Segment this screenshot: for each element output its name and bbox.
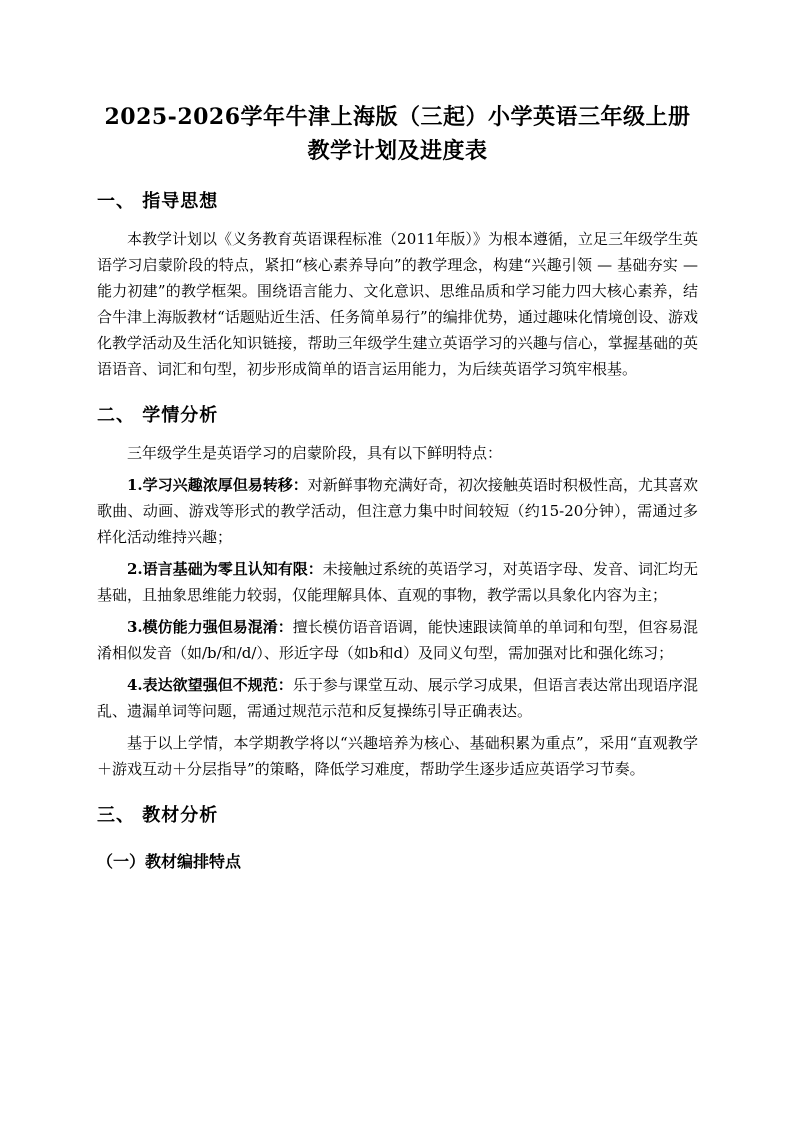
section-heading: 三、 教材分析 bbox=[97, 805, 219, 826]
paragraph: 三年级学生是英语学习的启蒙阶段，具有以下鲜明特点： bbox=[127, 444, 503, 462]
title-line-1: 2025-2026学年牛津上海版（三起）小学英语三年级上册 bbox=[104, 104, 691, 130]
section-textbook-analysis bbox=[97, 802, 698, 876]
analysis-point bbox=[97, 614, 698, 666]
subsection-heading: （一）教材编排特点 bbox=[97, 852, 242, 871]
document-title bbox=[97, 100, 698, 168]
section-heading: 一、 指导思想 bbox=[97, 191, 219, 212]
point-label: 1.学习兴趣浓厚但易转移： bbox=[127, 476, 308, 494]
title-line-2: 教学计划及进度表 bbox=[307, 138, 488, 164]
point-text: 对新鲜事物充满好奇，初次接触英语时积极性高，尤其喜欢歌曲、动画、游戏等形式的教学活动，但注意力集中时间较短（约15-20分钟），需通过多样化活动维持兴趣； bbox=[97, 476, 698, 546]
point-label: 3.模仿能力强但易混淆： bbox=[127, 618, 293, 636]
point-text: 擅长模仿语音语调，能快速跟读简单的单词和句型，但容易混淆相似发音（如/b/和/d/）、形近字母（如b和d）及同义句型，需加强对比和强化练习； bbox=[97, 618, 698, 662]
analysis-point bbox=[97, 556, 698, 608]
section-heading: 二、 学情分析 bbox=[97, 405, 219, 426]
point-text: 乐于参与课堂互动、展示学习成果，但语言表达常出现语序混乱、遗漏单词等问题，需通过规范示范和反复操练引导正确表达。 bbox=[97, 676, 698, 720]
analysis-point bbox=[97, 472, 698, 550]
point-label: 2.语言基础为零且认知有限： bbox=[127, 560, 323, 578]
point-label: 4.表达欲望强但不规范： bbox=[127, 676, 293, 694]
paragraph: 本教学计划以《义务教育英语课程标准（2011年版）》为根本遵循，立足三年级学生英语学习启蒙阶段的特点，紧扣“核心素养导向”的教学理念，构建“兴趣引领 — 基础夯实 — 能力初建”的教学框架。围绕语言能力、文化意识、思维品质和学习能力四大核心素养，结合牛津上海版教材“话题贴近生活、任务简单易行”的编排优势，通过趣味化情境创设、游戏化教学活动及生活化知识链接，帮助三年级学生建立英语学习的兴趣与信心，掌握基础的英语语音、词汇和句型，初步形成简单的语言运用能力，为后续英语学习筑牢根基。 bbox=[97, 230, 698, 378]
analysis-point bbox=[97, 672, 698, 724]
section-guiding-ideology bbox=[97, 188, 698, 382]
section-student-analysis bbox=[97, 402, 698, 782]
point-text: 未接触过系统的英语学习，对英语字母、发音、词汇均无基础，且抽象思维能力较弱，仅能理解具体、直观的事物，教学需以具象化内容为主； bbox=[97, 560, 698, 604]
paragraph: 基于以上学情，本学期教学将以“兴趣培养为核心、基础积累为重点”，采用“直观教学＋游戏互动＋分层指导”的策略，降低学习难度，帮助学生逐步适应英语学习节奏。 bbox=[97, 734, 698, 778]
